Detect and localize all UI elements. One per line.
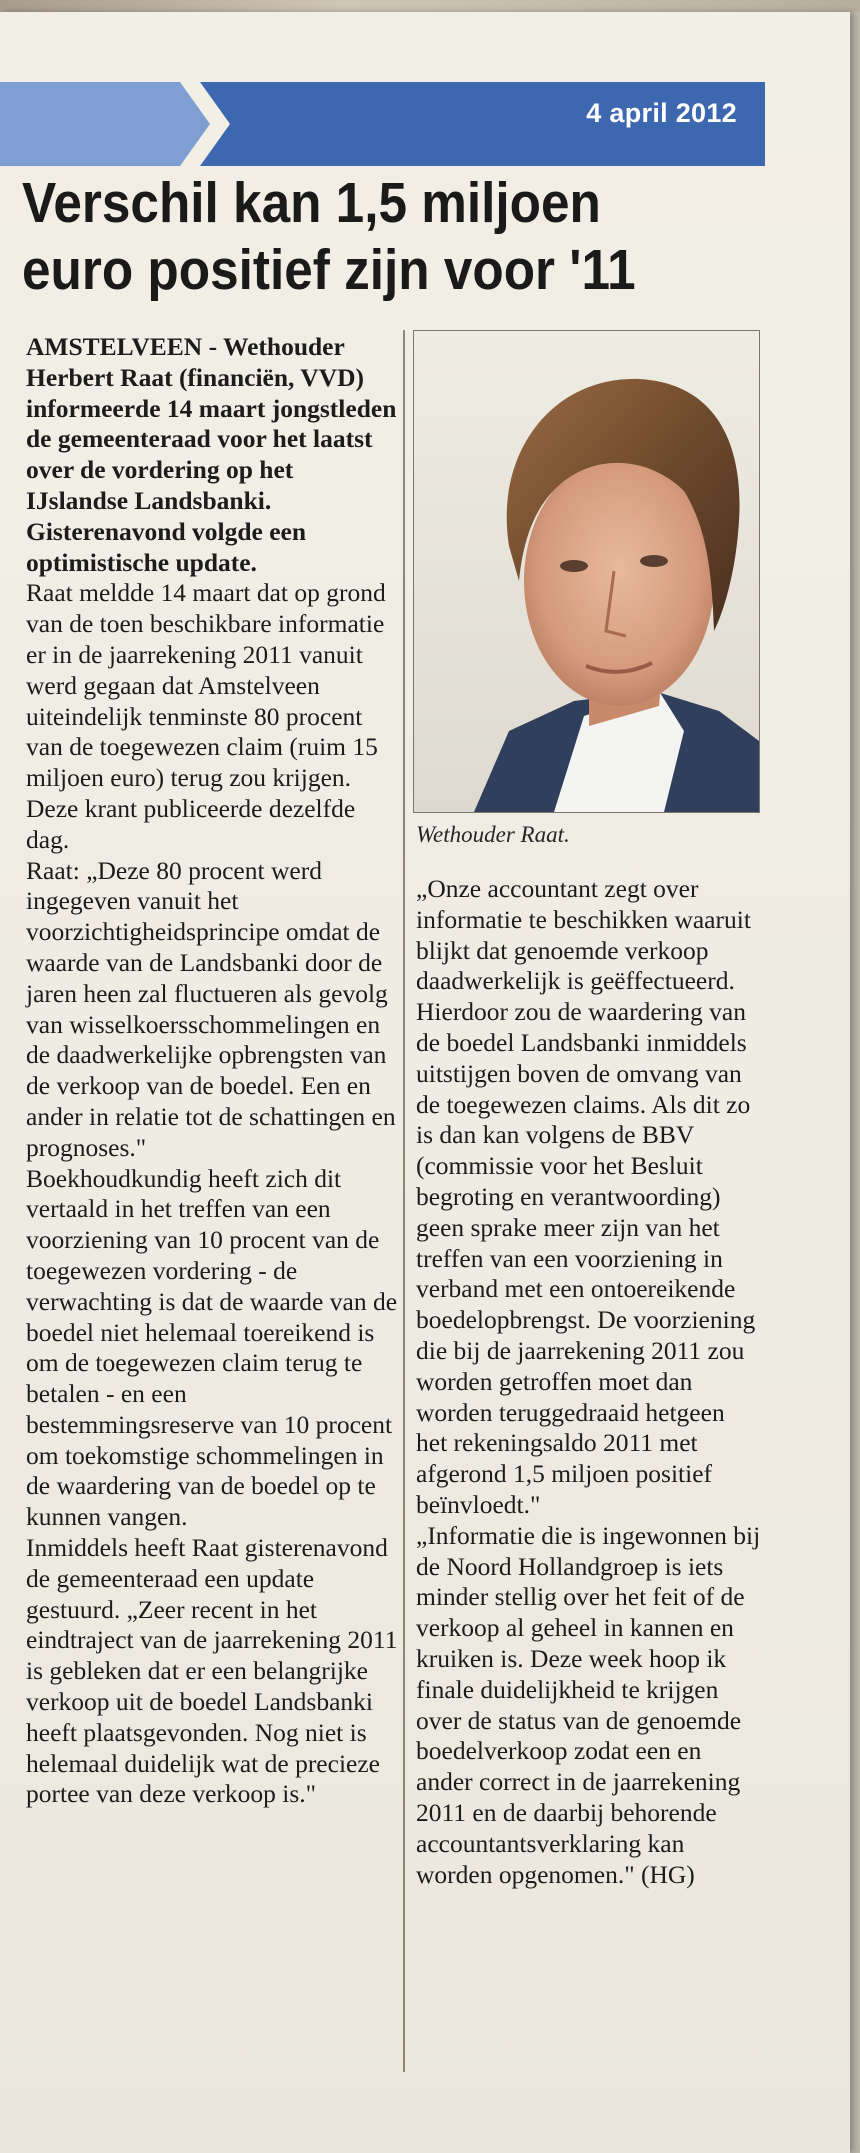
- photo-caption: Wethouder Raat.: [416, 822, 570, 847]
- left-column: [26, 332, 398, 1810]
- right-column: [416, 874, 761, 1890]
- column-rule: [403, 330, 405, 2072]
- date-banner: [0, 82, 765, 166]
- headline-line-1: Verschil kan 1,5 miljoen: [22, 171, 601, 235]
- body-paragraph: „Informatie die is ingewonnen bij de Noord Hollandgroep is iets minder stellig over het feit of de verkoop al geheel in kannen en kruiken is. Deze week hoop ik finale duidelijkheid te krijgen over de status van de genoemde boedelverkoop zodat een en ander correct in de jaarrekening 2011 en de daarbij behorende accountantsverklaring kan worden opgenomen." (HG): [416, 1520, 761, 1889]
- lead-paragraph: [26, 332, 398, 578]
- headline-line-2: euro positief zijn voor '11: [22, 238, 636, 302]
- paper-clip-edge: [0, 0, 860, 12]
- body-paragraph: Raat: „Deze 80 procent werd ingegeven vanuit het voorzichtigheidsprincipe omdat de waarde van de Landsbanki door de jaren heen zal fluctueren als gevolg van wisselkoersschommelingen en de daadwerkelijke opbrengsten van de verkoop van de boedel. Een en ander in relatie tot de schattingen en prognoses.": [26, 855, 396, 1162]
- portrait-illustration: [414, 331, 759, 812]
- body-paragraph: Raat meldde 14 maart dat op grond van de toen beschikbare informatie er in de jaarrekening 2011 vanuit werd gegaan dat Amstelveen uiteindelijk tenminste 80 procent van de toegewezen claim (ruim 15 miljoen euro) terug zou krijgen. Deze krant publiceerde dezelfde dag.: [26, 578, 386, 854]
- portrait-photo: [413, 330, 760, 813]
- newspaper-clipping: [0, 12, 850, 2153]
- article-date: 4 april 2012: [586, 98, 737, 128]
- dateline-place: AMSTELVEEN: [26, 332, 203, 361]
- body-paragraph: „Onze accountant zegt over informatie te beschikken waaruit blijkt dat genoemde verkoop daadwerkelijk is geëffectueerd. Hierdoor zou de waardering van de boedel Landsbanki inmiddels uitstijgen boven de omvang van de toegewezen claims. Als dit zo is dan kan volgens de BBV (commissie voor het Besluit begroting en verantwoording) geen sprake meer zijn van het treffen van een voorziening in verband met een ontoereikende boedelopbrengst. De voorziening die bij de jaarrekening 2011 zou worden getroffen moet dan worden teruggedraaid hetgeen het rekeningsaldo 2011 met afgerond 1,5 miljoen positief beïnvloedt.": [416, 874, 756, 1519]
- headline: [22, 170, 760, 304]
- body-paragraph: Boekhoudkundig heeft zich dit vertaald in het treffen van een voorziening van 10 procent van de toegewezen vordering - de verwachting is dat de waarde van de boedel niet helemaal toereikend is om de toegewezen claim terug te betalen - en een bestemmingsreserve van 10 procent om toekomstige schommelingen in de waardering van de boedel op te kunnen vangen.: [26, 1163, 398, 1532]
- lead-text: - Wethouder Herbert Raat (financiën, VVD) informeerde 14 maart jongstleden de gemeenteraad voor het laatst over de vordering op het IJslandse Landsbanki. Gisterenavond volgde een optimistische update.: [26, 332, 397, 577]
- body-paragraph: Inmiddels heeft Raat gisterenavond de gemeenteraad een update gestuurd. „Zeer recent in het eindtraject van de jaarrekening 2011 is gebleken dat er een belangrijke verkoop uit de boedel Landsbanki heeft plaatsgevonden. Nog niet is helemaal duidelijk wat de precieze portee van deze verkoop is.": [26, 1533, 398, 1809]
